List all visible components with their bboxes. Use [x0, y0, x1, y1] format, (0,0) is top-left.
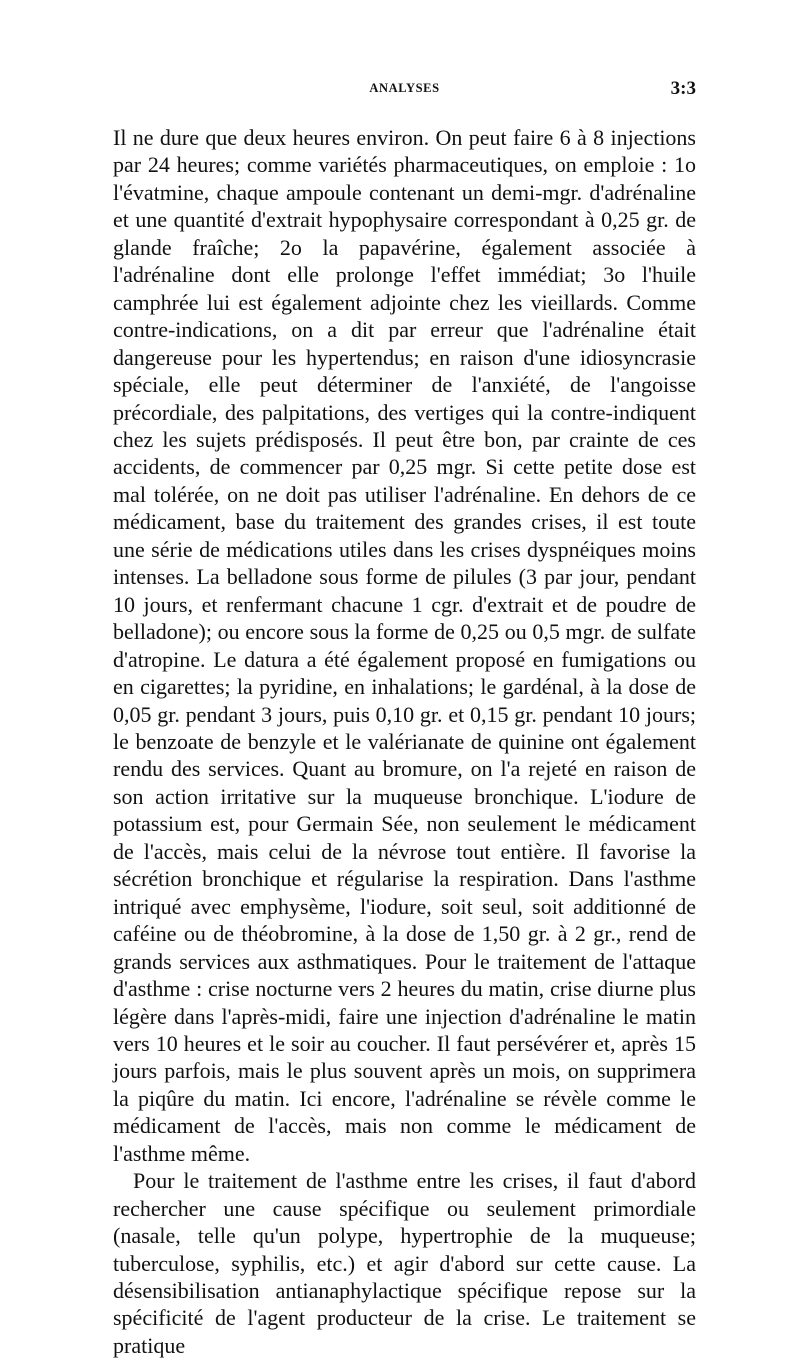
page-number: 3:3: [670, 78, 696, 99]
section-title: ANALYSES: [369, 81, 440, 95]
running-header: [113, 78, 696, 100]
paragraph: Il ne dure que deux heures environ. On peut faire 6 à 8 injections par 24 heures; comme variétés pharmaceutiques, on emploie : 1o l'évatmine, chaque ampoule contenant un demi-mgr. d'adrénaline et une quantité d'extrait hypophysaire correspondant à 0,25 gr. de glande fraîche; 2o la papavérine, également associée à l'adrénaline dont elle prolonge l'effet immédiat; 3o l'huile camphrée lui est également adjointe chez les vieillards. Comme contre-indications, on a dit par erreur que l'adrénaline était dangereuse pour les hypertendus; en raison d'une idiosyncrasie spéciale, elle peut déterminer de l'anxiété, de l'angoisse précordiale, des palpitations, des vertiges qui la contre-indiquent chez les sujets prédisposés. Il peut être bon, par crainte de ces accidents, de commencer par 0,25 mgr. Si cette petite dose est mal tolérée, on ne doit pas utiliser l'adrénaline. En dehors de ce médicament, base du traitement des grandes crises, il est toute une série de médications utiles dans les crises dyspnéiques moins intenses. La belladone sous forme de pilules (3 par jour, pendant 10 jours, et renfermant chacune 1 cgr. d'extrait et de poudre de belladone); ou encore sous la forme de 0,25 ou 0,5 mgr. de sulfate d'atropine. Le datura a été également proposé en fumigations ou en cigarettes; la pyridine, en inhalations; le gardénal, à la dose de 0,05 gr. pendant 3 jours, puis 0,10 gr. et 0,15 gr. pendant 10 jours; le benzoate de benzyle et le valérianate de quinine ont également rendu des services. Quant au bromure, on l'a rejeté en raison de son action irritative sur la muqueuse bronchique. L'iodure de potassium est, pour Germain Sée, non seulement le médicament de l'accès, mais celui de la névrose tout entière. Il favorise la sécrétion bronchique et régularise la respiration. Dans l'asthme intriqué avec emphysème, l'iodure, soit seul, soit additionné de caféine ou de théobromine, à la dose de 1,50 gr. à 2 gr., rend de grands services aux asthmatiques. Pour le traitement de l'attaque d'asthme : crise nocturne vers 2 heures du matin, crise diurne plus légère dans l'après-midi, faire une injection d'adrénaline le matin vers 10 heures et le soir au coucher. Il faut persévérer et, après 15 jours parfois, mais le plus souvent après un mois, on supprimera la piqûre du matin. Ici encore, l'adrénaline se révèle comme le médicament de l'accès, mais non comme le médicament de l'asthme même.: [113, 125, 696, 1166]
body-text: [113, 124, 696, 1359]
paragraph: Pour le traitement de l'asthme entre les crises, il faut d'abord rechercher une cause spécifique ou seulement primordiale (nasale, telle qu'un polype, hypertrophie de la muqueuse; tuberculose, syphilis, etc.) et agir d'abord sur cette cause. La désensibilisation antianaphylactique spécifique repose sur la spécificité de l'agent producteur de la crise. Le traitement se pratique: [113, 1168, 696, 1358]
